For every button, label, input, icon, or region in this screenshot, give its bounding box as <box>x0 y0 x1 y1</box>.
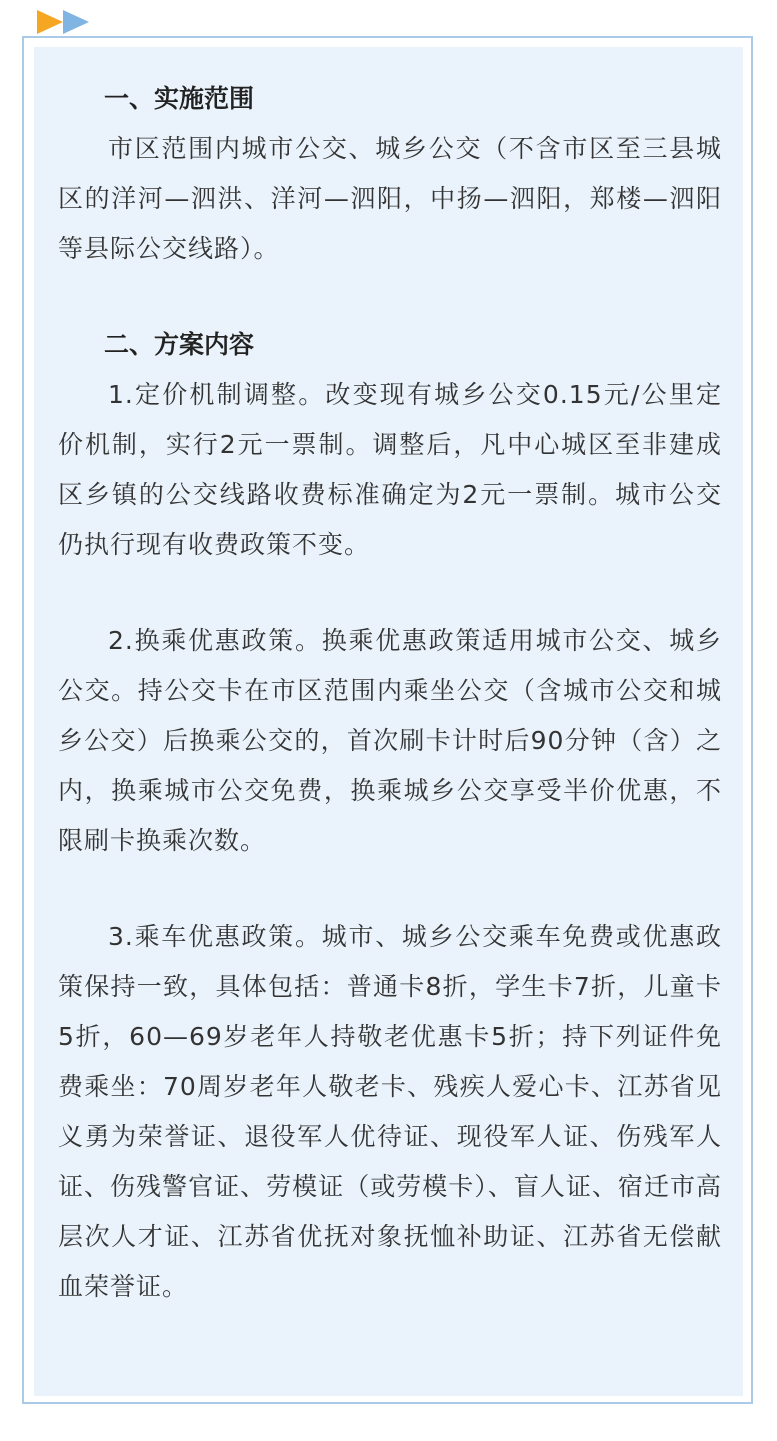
section-heading-plan: 二、方案内容 <box>104 330 255 359</box>
section-heading-scope: 一、实施范围 <box>104 84 255 113</box>
paragraph-spacer <box>58 570 722 616</box>
arrow-blue-icon <box>63 10 89 34</box>
section-spacer <box>58 274 722 320</box>
arrow-orange-icon <box>37 10 63 34</box>
scope-paragraph: 市区范围内城市公交、城乡公交（不含市区至三县城区的洋河—泗洪、洋河—泗阳，中扬—泗阳，郑楼—泗阳等县际公交线路）。 <box>58 134 722 263</box>
document-body <box>58 74 722 1312</box>
plan-paragraph-discount: 3.乘车优惠政策。城市、城乡公交乘车免费或优惠政策保持一致，具体包括：普通卡8折，学生卡7折，儿童卡5折，60—69岁老年人持敬老优惠卡5折；持下列证件免费乘坐：70周岁老年人敬老卡、残疾人爱心卡、江苏省见义勇为荣誉证、退役军人优待证、现役军人证、伤残军人证、伤残警官证、劳模证（或劳模卡）、盲人证、宿迁市高层次人才证、江苏省优抚对象抚恤补助证、江苏省无偿献血荣誉证。 <box>58 922 722 1301</box>
double-arrow-icon <box>37 10 97 36</box>
plan-paragraph-pricing: 1.定价机制调整。改变现有城乡公交0.15元/公里定价机制，实行2元一票制。调整后，凡中心城区至非建成区乡镇的公交线路收费标准确定为2元一票制。城市公交仍执行现有收费政策不变。 <box>58 380 722 559</box>
paragraph-spacer <box>58 866 722 912</box>
plan-paragraph-transfer: 2.换乘优惠政策。换乘优惠政策适用城市公交、城乡公交。持公交卡在市区范围内乘坐公交（含城市公交和城乡公交）后换乘公交的，首次刷卡计时后90分钟（含）之内，换乘城市公交免费，换乘城乡公交享受半价优惠，不限刷卡换乘次数。 <box>58 626 722 855</box>
